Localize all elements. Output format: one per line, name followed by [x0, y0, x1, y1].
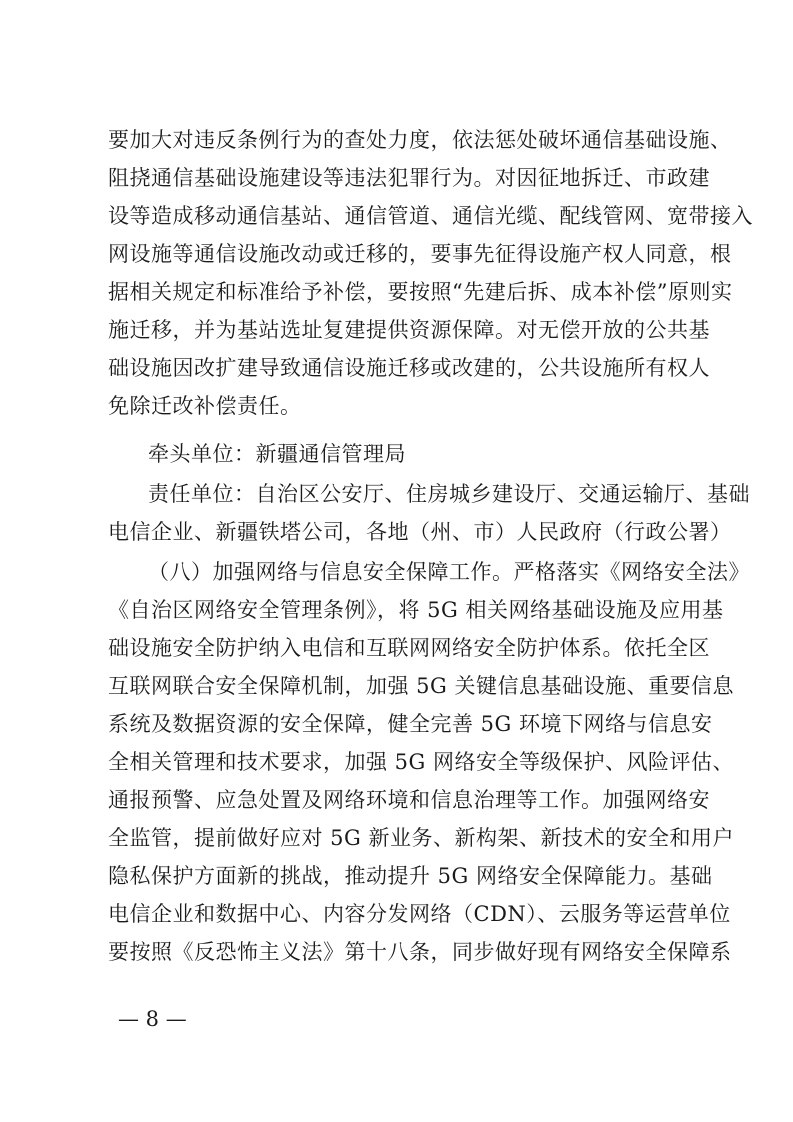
section-8-line-9: 隐私保护方面新的挑战，推动提升 5G 网络安全保障能力。基础	[108, 864, 713, 888]
paragraph-1-line-7: 础设施因改扩建导致通信设施迁移或改建的，公共设施所有权人	[108, 356, 710, 380]
lead-unit-line: 牵头单位：新疆通信管理局	[148, 442, 406, 466]
section-8-line-6: 全相关管理和技术要求，加强 5G 网络安全等级保护、风险评估、	[108, 750, 734, 774]
page-number: — 8 —	[118, 1007, 187, 1031]
section-8-line-5: 系统及数据资源的安全保障，健全完善 5G 环境下网络与信息安	[108, 712, 713, 736]
responsible-units-line-1: 责任单位：自治区公安厅、住房城乡建设厅、交通运输厅、基础	[148, 482, 750, 506]
section-8-line-10: 电信企业和数据中心、内容分发网络（CDN）、云服务等运营单位	[108, 902, 731, 926]
section-8-line-4: 互联网联合安全保障机制，加强 5G 关键信息基础设施、重要信息	[108, 674, 734, 698]
section-8-line-11: 要按照《反恐怖主义法》第十八条，同步做好现有网络安全保障系	[108, 940, 732, 964]
paragraph-1-line-4: 网设施等通信设施改动或迁移的，要事先征得设施产权人同意，根	[108, 242, 732, 266]
section-8-line-3: 础设施安全防护纳入电信和互联网网络安全防护体系。依托全区	[108, 636, 710, 660]
section-8-line-8: 全监管，提前做好应对 5G 新业务、新构架、新技术的安全和用户	[108, 826, 734, 850]
section-8-line-2: 《自治区网络安全管理条例》，将 5G 相关网络基础设施及应用基	[108, 598, 724, 622]
paragraph-1-line-5: 据相关规定和标准给予补偿，要按照“先建后拆、成本补偿”原则实	[108, 280, 733, 304]
section-8-line-7: 通报预警、应急处置及网络环境和信息治理等工作。加强网络安	[108, 788, 710, 812]
section-8-line-1: （八）加强网络与信息安全保障工作。严格落实《网络安全法》	[148, 560, 750, 584]
paragraph-1-line-3: 设等造成移动通信基站、通信管道、通信光缆、配线管网、宽带接入	[108, 204, 753, 228]
paragraph-1-line-2: 阻挠通信基础设施建设等违法犯罪行为。对因征地拆迁、市政建	[108, 166, 710, 190]
responsible-units-line-2: 电信企业、新疆铁塔公司，各地（州、市）人民政府（行政公署）	[108, 520, 732, 544]
paragraph-1-line-6: 施迁移，并为基站选址复建提供资源保障。对无偿开放的公共基	[108, 318, 710, 342]
paragraph-1-line-1: 要加大对违反条例行为的查处力度，依法惩处破坏通信基础设施、	[108, 128, 732, 152]
paragraph-1-line-8: 免除迁改补偿责任。	[108, 394, 302, 418]
